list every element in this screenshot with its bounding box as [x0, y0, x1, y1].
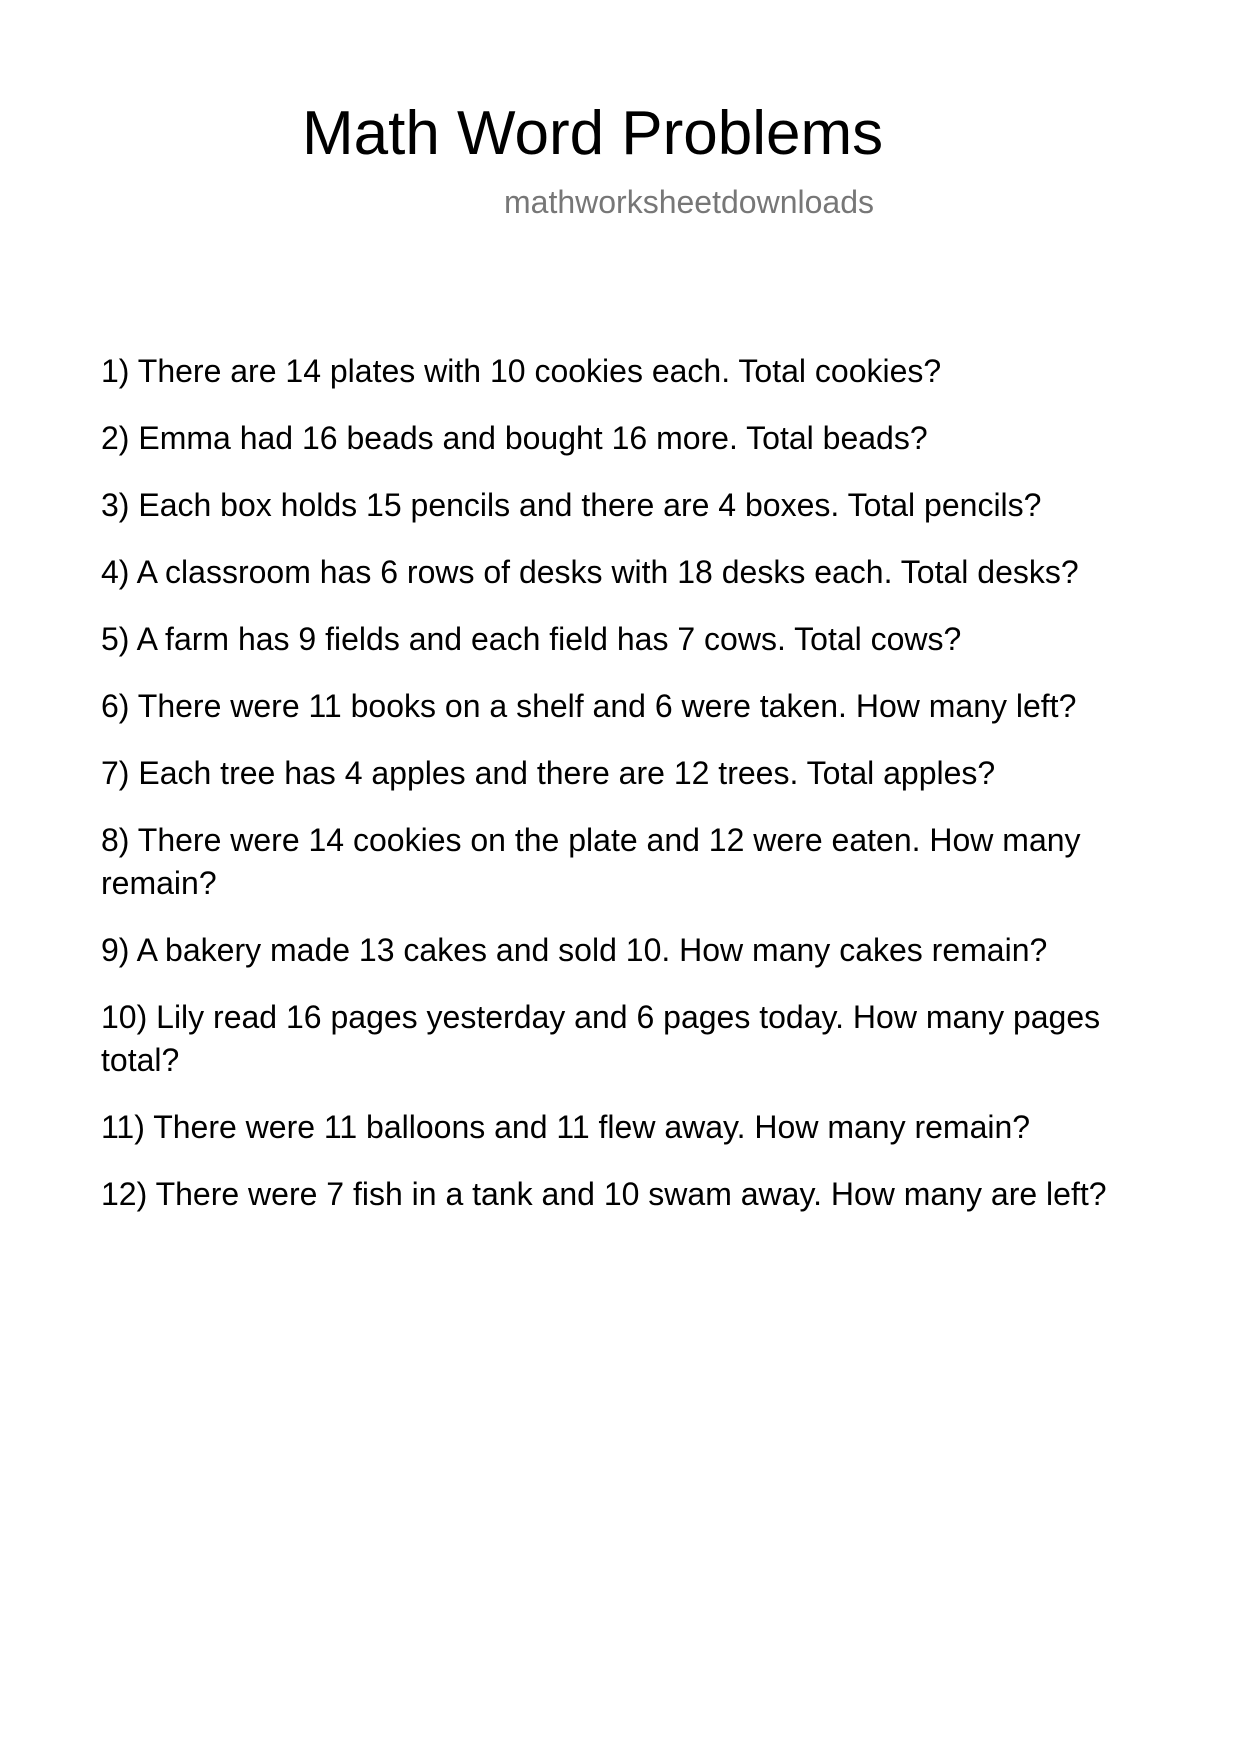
problem-item: 7) Each tree has 4 apples and there are 12 trees. Total apples? [101, 755, 996, 791]
problem-item: 1) There are 14 plates with 10 cookies each. Total cookies? [101, 353, 942, 389]
problem-item: 12) There were 7 fish in a tank and 10 swam away. How many are left? [101, 1176, 1107, 1212]
problem-item: 2) Emma had 16 beads and bought 16 more. Total beads? [101, 420, 928, 456]
problem-item: 9) A bakery made 13 cakes and sold 10. How many cakes remain? [101, 932, 1048, 968]
problem-item: 4) A classroom has 6 rows of desks with 18 desks each. Total desks? [101, 554, 1079, 590]
problem-list [101, 350, 1151, 1240]
page-title: Math Word Problems [302, 99, 884, 168]
problem-item: 6) There were 11 books on a shelf and 6 were taken. How many left? [101, 688, 1077, 724]
problem-item: 11) There were 11 balloons and 11 flew away. How many remain? [101, 1109, 1031, 1145]
problem-item: 10) Lily read 16 pages yesterday and 6 pages today. How many pages total? [101, 999, 1101, 1078]
problem-item: 8) There were 14 cookies on the plate and 12 were eaten. How many remain? [101, 822, 1081, 901]
problem-item: 3) Each box holds 15 pencils and there are 4 boxes. Total pencils? [101, 487, 1042, 523]
problem-item: 5) A farm has 9 fields and each field has 7 cows. Total cows? [101, 621, 962, 657]
source-subtitle: mathworksheetdownloads [504, 184, 874, 220]
